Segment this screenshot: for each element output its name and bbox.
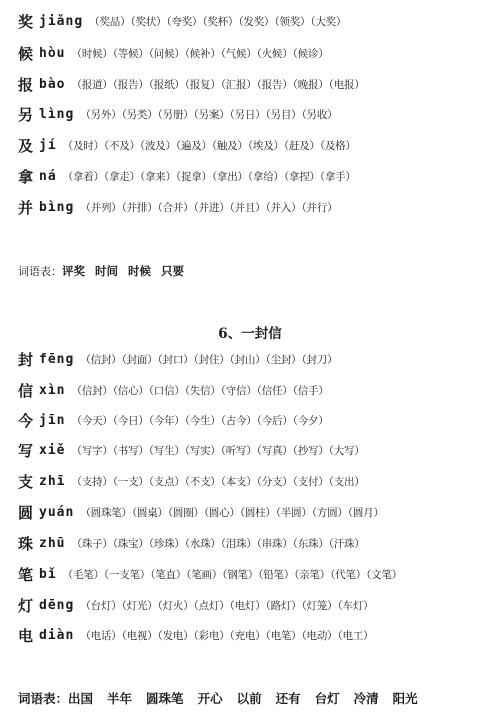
word: 泪珠 [225,537,247,550]
pinyin: dēng [39,597,75,613]
word: 遍及 [180,139,202,152]
word: 书写 [117,444,139,457]
character-row [18,622,496,648]
vocab-item: 时间 [95,264,118,278]
character: 另 [18,105,34,124]
word: 合并 [162,201,184,214]
word: 方圆 [316,506,338,519]
character-row [18,8,496,34]
pinyin: fēng [39,351,75,367]
pinyin: zhū [39,535,66,551]
word: 听写 [225,444,247,457]
word: 大奖 [315,15,336,28]
pinyin: xiě [39,442,66,458]
word-list: （奖品）（奖状）（夸奖）（奖杯）（发奖）（领奖）（大奖） [89,15,347,28]
word: 奖状 [135,15,157,28]
word: 水珠 [189,537,211,550]
pinyin: zhī [39,473,66,489]
pinyin: xìn [39,382,66,398]
word: 路灯 [270,599,292,612]
word: 圆桌 [136,506,158,519]
character: 奖 [18,12,34,31]
word: 串珠 [261,537,283,550]
pinyin: jí [39,137,57,153]
word: 灯光 [126,599,148,612]
word: 今日 [117,414,139,427]
word: 封口 [162,353,184,366]
vocab-item: 出国 [68,691,94,706]
character-row [18,592,496,618]
vocabulary-list-1 [18,260,194,279]
word: 代笔 [335,568,356,581]
word: 报纸 [153,78,175,91]
word: 电报 [333,78,355,91]
vocab-item: 半年 [107,691,133,706]
word: 拿手 [324,170,346,183]
word-list: （拿着）（拿走）（拿来）（捉拿）（拿出）（拿给）（拿捏）（拿手） [62,170,356,183]
word: 今天 [81,414,103,427]
word: 时候 [81,47,103,60]
word: 另收 [306,108,328,121]
word: 今夕 [297,414,319,427]
character: 封 [18,350,34,369]
vocab-item: 阳光 [392,691,418,706]
word: 赶及 [288,139,310,152]
word: 报告 [261,78,283,91]
vocabulary-list-2 [18,688,432,707]
word-list: （信封）（信心）（口信）（失信）（守信）（信任）（信手） [71,384,329,397]
character-row [18,499,496,525]
vocab-label: 词语表： [18,265,62,278]
pinyin: yuán [39,504,75,520]
word: 拿走 [108,170,130,183]
word: 圆圈 [172,506,194,519]
character: 写 [18,441,34,460]
word-list: （信封）（封面）（封口）（封住）（封山）（尘封）（封刀） [80,353,338,366]
word: 汗珠 [333,537,355,550]
word: 不支 [189,475,211,488]
vocab-item: 时候 [128,264,151,278]
word-list: （圆珠笔）（圆桌）（圆圈）（圆心）（圆柱）（半圆）（方圆）（圆月） [80,506,384,519]
word: 珠子 [81,537,103,550]
word: 封住 [198,353,220,366]
word: 并进 [198,201,220,214]
word: 波及 [144,139,166,152]
character-row [18,101,496,127]
word: 候诊 [297,47,319,60]
word-list: （写字）（书写）（写生）（写实）（听写）（写真）（抄写）（大写） [71,444,365,457]
word: 今年 [153,414,175,427]
word: 报告 [117,78,139,91]
word: 拿捏 [288,170,310,183]
word: 守信 [225,384,247,397]
pinyin: bǐ [39,566,57,582]
word: 圆月 [352,506,374,519]
vocab-item: 以前 [236,691,262,706]
character: 并 [18,198,34,217]
character: 拿 [18,167,34,186]
word: 拿来 [144,170,166,183]
word: 笔直 [155,568,176,581]
word: 圆珠笔 [90,506,122,519]
word: 灯火 [162,599,184,612]
word: 古今 [225,414,247,427]
word: 信封 [81,384,103,397]
vocab-item: 冷清 [353,691,379,706]
vocab-item: 只要 [161,264,184,278]
pinyin: ná [39,168,57,184]
character: 报 [18,75,34,94]
pinyin: hòu [39,45,66,61]
word: 电笔 [270,629,292,642]
pinyin: jīn [39,412,66,428]
word: 夸奖 [171,15,193,28]
character-row [18,40,496,66]
word: 汇报 [225,78,247,91]
word: 彩电 [198,629,220,642]
pinyin: bào [39,76,66,92]
pinyin: bìng [39,199,75,215]
character: 候 [18,44,34,63]
word: 写实 [189,444,211,457]
word: 另案 [198,108,220,121]
word: 电话 [90,629,112,642]
pinyin: diàn [39,627,75,643]
word: 另册 [162,108,184,121]
word: 电灯 [234,599,256,612]
character: 圆 [18,503,34,522]
word: 触及 [216,139,238,152]
word: 气候 [225,47,247,60]
character-row [18,71,496,97]
character: 灯 [18,596,34,615]
character-row [18,377,496,403]
word: 及时 [72,139,94,152]
word: 等候 [117,47,139,60]
word: 抄写 [297,444,319,457]
word: 毛笔 [72,568,94,581]
word: 台灯 [90,599,112,612]
word: 发奖 [243,15,265,28]
word: 东珠 [297,537,319,550]
word: 大写 [333,444,355,457]
word: 一支 [117,475,139,488]
word: 火候 [261,47,283,60]
word-list: （另外）（另类）（另册）（另案）（另日）（另目）（另收） [80,108,338,121]
word: 车灯 [342,599,364,612]
word: 信封 [90,353,112,366]
word: 封山 [234,353,256,366]
vocab-item: 台灯 [314,691,340,706]
word: 另类 [126,108,148,121]
character-row [18,468,496,494]
word: 点灯 [198,599,220,612]
word: 捉拿 [180,170,202,183]
word-list: （珠子）（珠宝）（珍珠）（水珠）（泪珠）（串珠）（东珠）（汗珠） [71,537,365,550]
word: 写真 [261,444,283,457]
word: 拿着 [72,170,94,183]
vocab-item: 开心 [197,691,223,706]
word: 并入 [270,201,292,214]
character: 信 [18,381,34,400]
word: 铅笔 [263,568,284,581]
word: 领奖 [279,15,300,28]
character-row [18,194,496,220]
word: 充电 [234,629,256,642]
word: 另目 [270,108,292,121]
character-row [18,437,496,463]
word: 另日 [234,108,256,121]
word: 珍珠 [153,537,175,550]
word: 候补 [189,47,211,60]
word: 圆柱 [244,506,266,519]
word: 口信 [153,384,175,397]
character-row [18,132,496,158]
word: 报道 [81,78,103,91]
pinyin: lìng [39,106,75,122]
word-list: （台灯）（灯光）（灯火）（点灯）（电灯）（路灯）（灯笼）（车灯） [80,599,374,612]
word: 支付 [297,475,319,488]
word: 灯笼 [306,599,328,612]
word: 今生 [189,414,211,427]
word: 支持 [81,475,103,488]
vocab-item: 评奖 [62,264,85,278]
character: 珠 [18,534,34,553]
word-list: （支持）（一支）（支点）（不支）（本支）（分支）（支付）（支出） [71,475,365,488]
word: 电工 [342,629,364,642]
character-row [18,407,496,433]
word: 笔画 [191,568,212,581]
word: 及格 [324,139,346,152]
pinyin: jiǎng [39,13,84,29]
word-list: （报道）（报告）（报纸）（报复）（汇报）（报告）（晚报）（电报） [71,78,365,91]
word-list: （毛笔）（一支笔）（笔直）（笔画）（钢笔）（铅笔）（亲笔）（代笔）（文笔） [62,568,403,581]
lesson-title: 6、一封信 [218,326,282,342]
word: 今后 [261,414,283,427]
word: 信任 [261,384,283,397]
word: 封面 [126,353,148,366]
word: 钢笔 [227,568,248,581]
word: 发电 [162,629,184,642]
word: 并且 [234,201,256,214]
word-list: （电话）（电视）（发电）（彩电）（充电）（电笔）（电动）（电工） [80,629,374,642]
word: 支点 [153,475,175,488]
word: 拿出 [216,170,238,183]
word: 半圆 [280,506,302,519]
word: 写生 [153,444,175,457]
word: 报复 [189,78,211,91]
word: 信手 [297,384,319,397]
word: 一支笔 [108,568,140,581]
word: 本支 [225,475,247,488]
word: 埃及 [252,139,274,152]
word: 并排 [126,201,148,214]
word-list: （今天）（今日）（今年）（今生）（古今）（今后）（今夕） [71,414,329,427]
word: 文笔 [371,568,392,581]
word: 拿给 [252,170,274,183]
word: 封刀 [306,353,328,366]
word: 电动 [306,629,328,642]
word: 圆心 [208,506,230,519]
word: 电视 [126,629,148,642]
character: 电 [18,626,34,645]
word: 问候 [153,47,175,60]
word: 并行 [306,201,328,214]
word: 支出 [333,475,355,488]
word: 不及 [108,139,130,152]
character-row [18,530,496,556]
word: 亲笔 [299,568,320,581]
word: 写字 [81,444,103,457]
word: 另外 [90,108,112,121]
word: 失信 [189,384,211,397]
word: 奖杯 [207,15,229,28]
word: 分支 [261,475,283,488]
word: 并列 [90,201,112,214]
vocab-item: 还有 [275,691,301,706]
word: 奖品 [99,15,121,28]
word-list: （并列）（并排）（合并）（并进）（并且）（并入）（并行） [80,201,338,214]
character-row [18,163,496,189]
word-list: （时候）（等候）（问候）（候补）（气候）（火候）（候诊） [71,47,329,60]
character: 及 [18,136,34,155]
word: 信心 [117,384,139,397]
word: 尘封 [270,353,292,366]
character: 笔 [18,565,34,584]
vocab-item: 圆珠笔 [146,691,184,706]
word: 晚报 [297,78,319,91]
character-row [18,346,496,372]
character-row [18,561,496,587]
character: 今 [18,411,34,430]
word-list: （及时）（不及）（波及）（遍及）（触及）（埃及）（赶及）（及格） [62,139,356,152]
word: 珠宝 [117,537,139,550]
character: 支 [18,472,34,491]
vocab-label: 词语表： [18,691,69,706]
